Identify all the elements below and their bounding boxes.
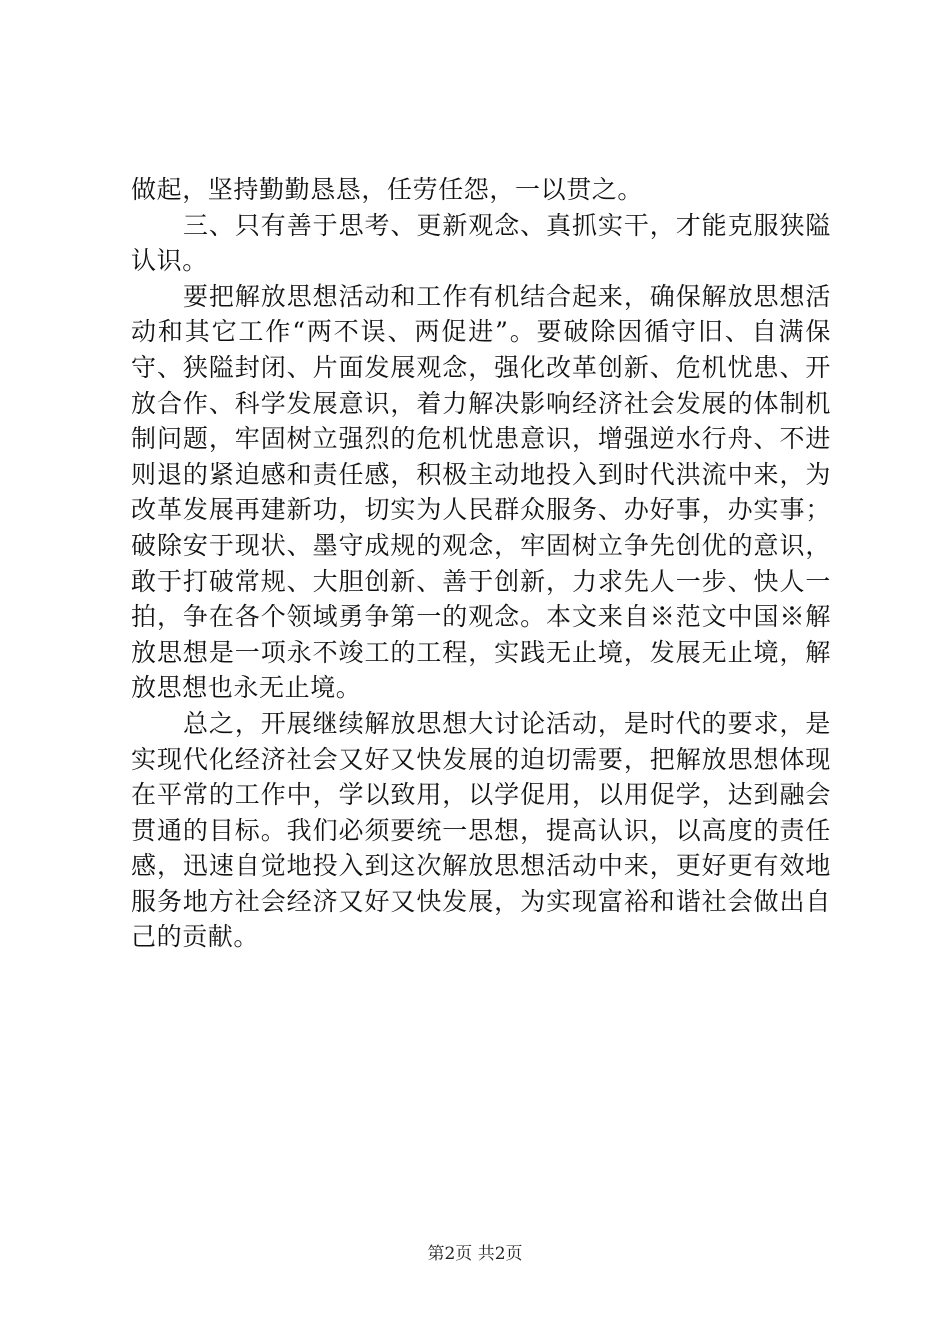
paragraph-body: 要把解放思想活动和工作有机结合起来，确保解放思想活动和其它工作“两不误、两促进”。要破除因循守旧、自满保守、狭隘封闭、片面发展观念，强化改革创新、危机忧患、开放合作、科学发展意识，着力解决影响经济社会发展的体制机制问题，牢固树立强烈的危机忧患意识，增强逆水行舟、不进则退的紧迫感和责任感，积极主动地投入到时代洪流中来，为改革发展再建新功，切实为人民群众服务、办好事，办实事；破除安于现状、墨守成规的观念，牢固树立争先创优的意识，敢于打破常规、大胆创新、善于创新，力求先人一步、快人一拍，争在各个领域勇争第一的观念。本文来自※范文中国※解放思想是一项永不竣工的工程，实践无止境，发展无止境，解放思想也永无止境。 [131, 281, 831, 703]
section-heading: 三、只有善于思考、更新观念、真抓实干，才能克服狭隘认识。 [131, 210, 831, 276]
paragraph-continuation: 做起，坚持勤勤恳恳，任劳任怨，一以贯之。 [131, 175, 644, 204]
paragraph-conclusion: 总之，开展继续解放思想大讨论活动，是时代的要求，是实现代化经济社会又好又快发展的迫切需要，把解放思想体现在平常的工作中，学以致用，以学促用，以用促学，达到融会贯通的目标。我们必须要统一思想，提高认识，以高度的责任感，迅速自觉地投入到这次解放思想活动中来，更好更有效地服务地方社会经济又好又快发展，为实现富裕和谐社会做出自己的贡献。 [131, 708, 831, 952]
page-number-footer: 第2页 共2页 [427, 1244, 523, 1264]
document-body [131, 172, 831, 955]
